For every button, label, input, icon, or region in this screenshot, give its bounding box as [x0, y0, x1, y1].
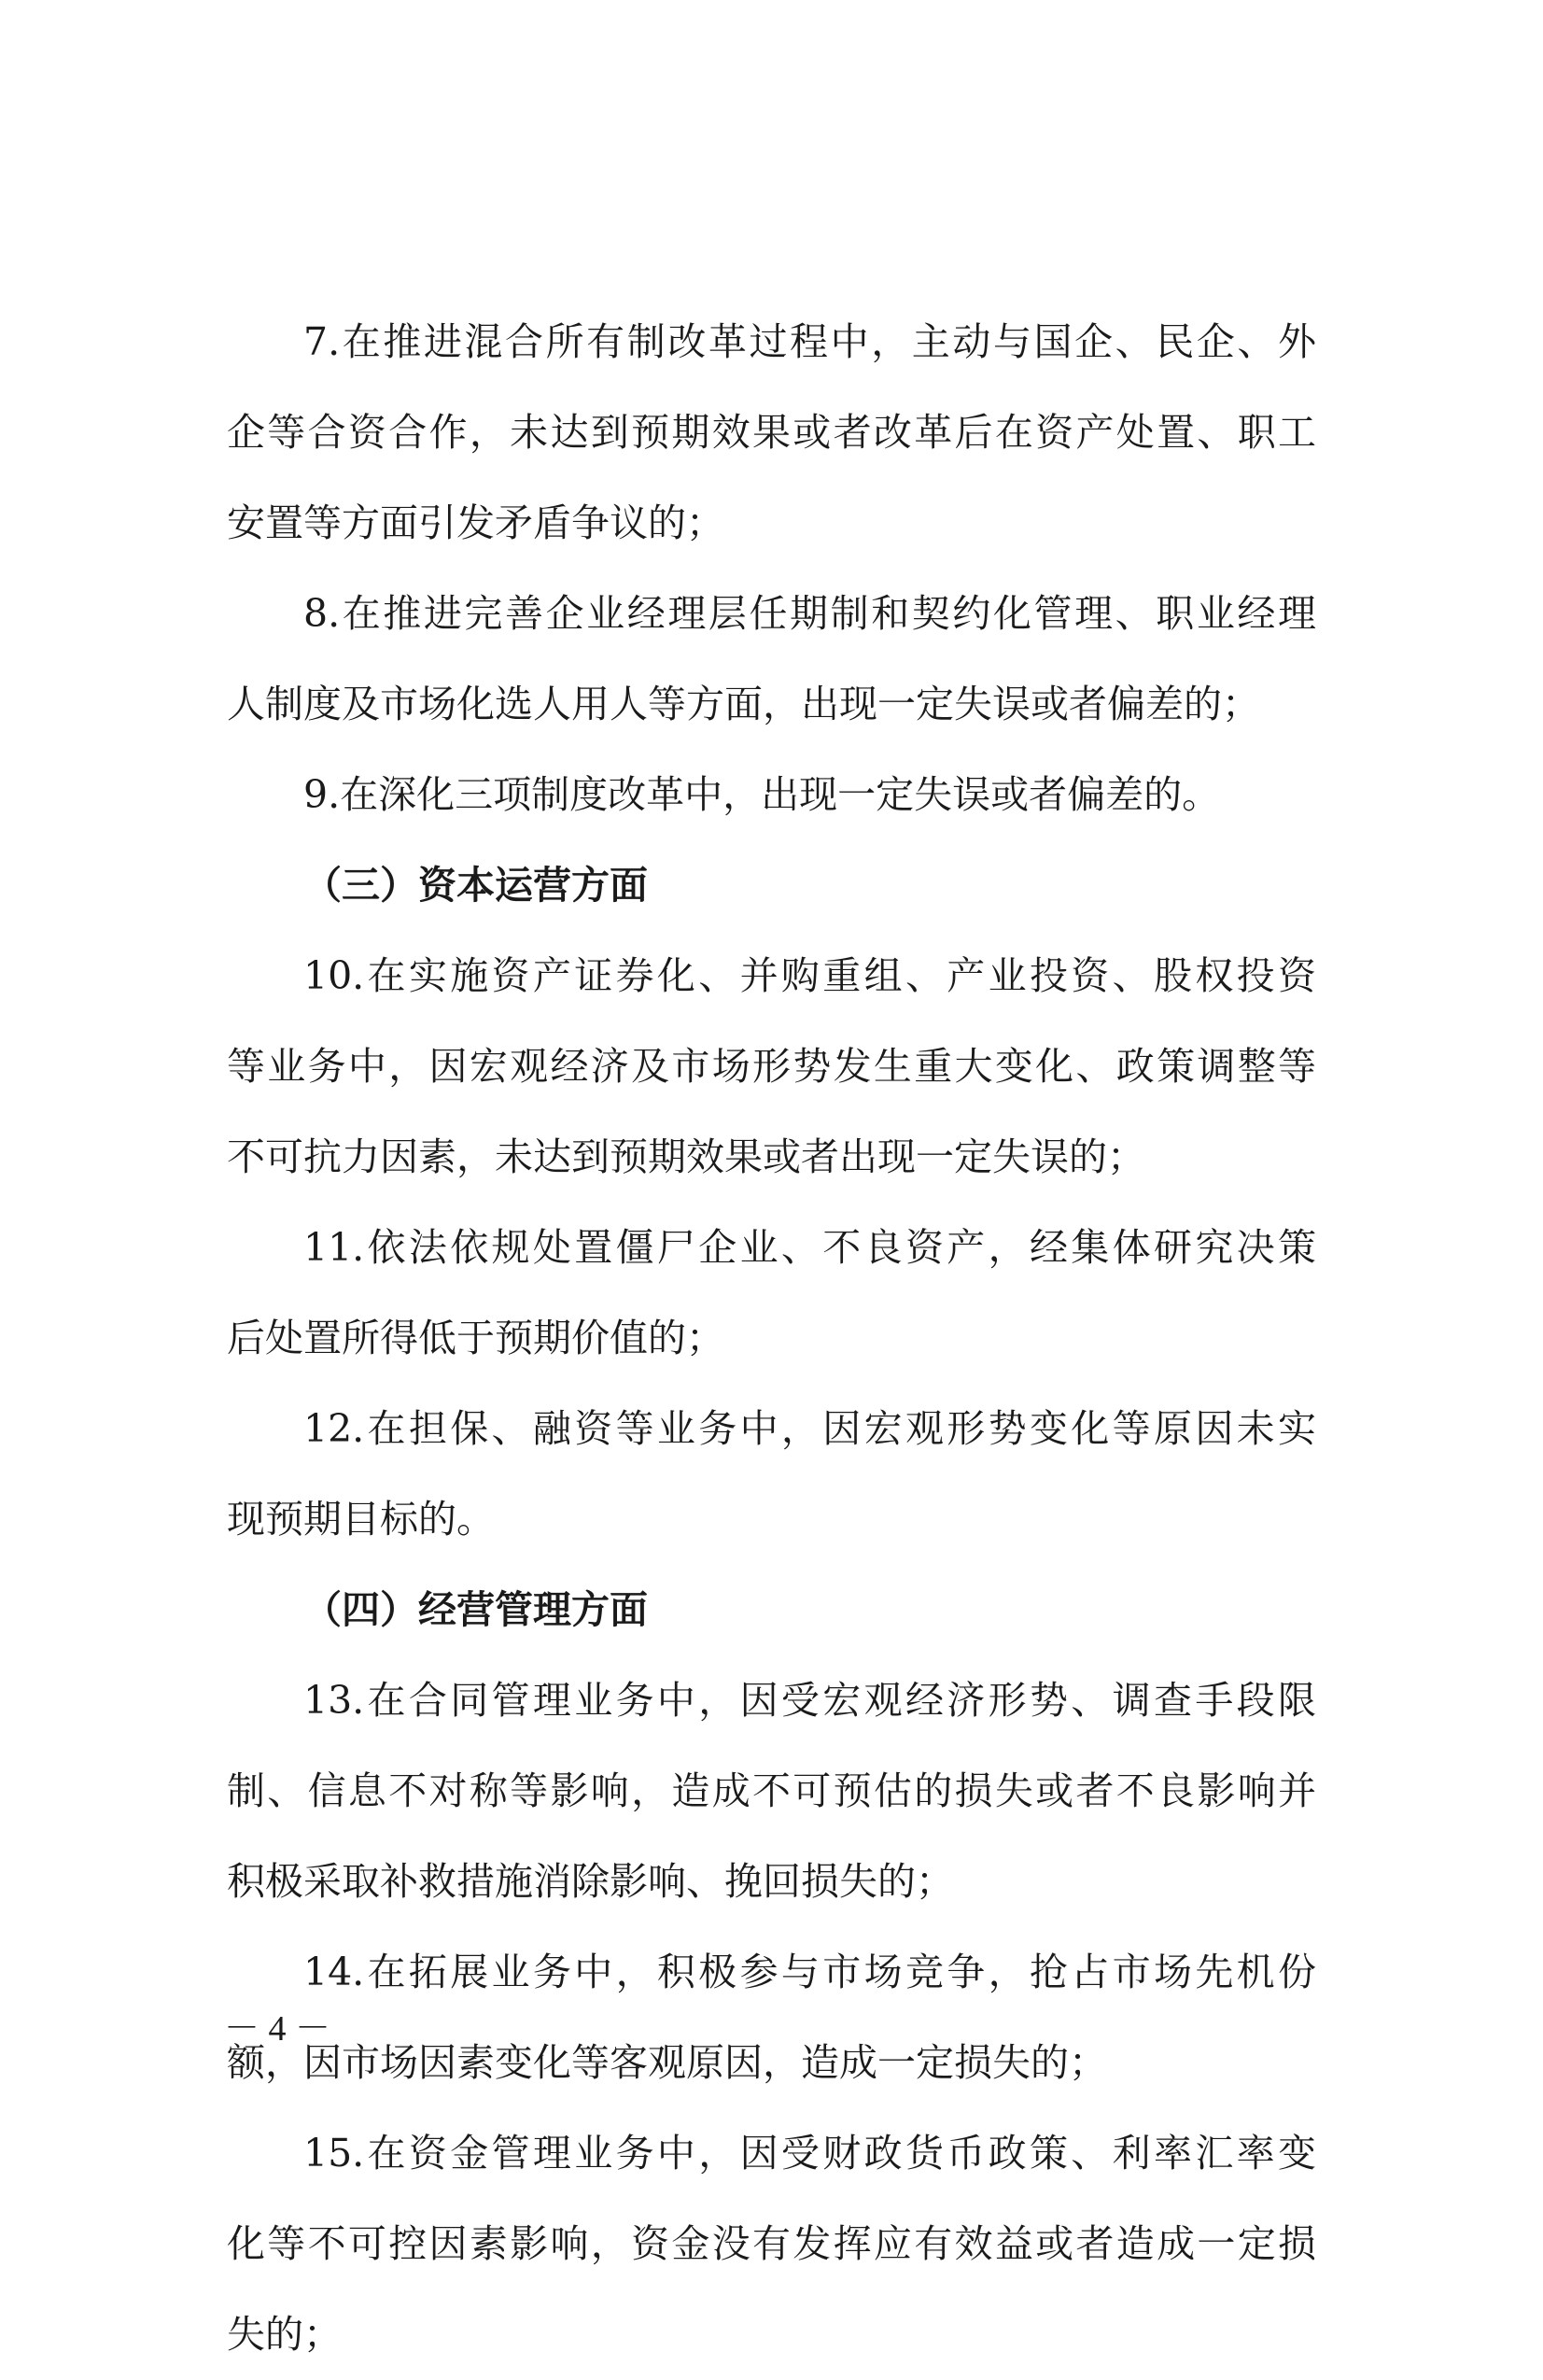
document-body [227, 297, 1316, 2380]
paragraph-item-13 [227, 1655, 1316, 1927]
paragraph-line: 不可抗力因素，未达到预期效果或者出现一定失误的； [227, 1134, 1145, 1179]
paragraph-item-11 [227, 1203, 1316, 1384]
paragraph-item-7 [227, 297, 1316, 569]
paragraph-line: 制、信息不对称等影响，造成不可预估的损失或者不良影响并 [227, 1768, 1316, 1813]
paragraph-line: 9.在深化三项制度改革中，出现一定失误或者偏差的。 [303, 772, 1221, 817]
paragraph-line: 额，因市场因素变化等客观原因，造成一定损失的； [227, 2040, 1107, 2085]
paragraph-item-8 [227, 569, 1316, 750]
paragraph-line: 化等不可控因素影响，资金没有发挥应有效益或者造成一定损 [227, 2221, 1316, 2266]
section-heading-capital-operation: （三）资本运营方面 [303, 863, 648, 908]
section-heading-business-management: （四）经营管理方面 [303, 1587, 648, 1632]
paragraph-item-15 [227, 2108, 1316, 2380]
paragraph-item-14 [227, 1927, 1316, 2108]
paragraph-line: 人制度及市场化选人用人等方面，出现一定失误或者偏差的； [227, 682, 1260, 726]
paragraph-line: 现预期目标的。 [227, 1497, 495, 1542]
paragraph-item-9 [227, 750, 1316, 840]
paragraph-line: 12.在担保、融资等业务中，因宏观形势变化等原因未实 [303, 1406, 1316, 1451]
paragraph-line: 7.在推进混合所有制改革过程中，主动与国企、民企、外 [303, 319, 1316, 364]
paragraph-line: 积极采取补救措施消除影响、挽回损失的； [227, 1859, 954, 1904]
paragraph-line: 8.在推进完善企业经理层任期制和契约化管理、职业经理 [303, 591, 1316, 636]
paragraph-line: 13.在合同管理业务中，因受宏观经济形势、调查手段限 [303, 1678, 1316, 1723]
paragraph-line: 企等合资合作，未达到预期效果或者改革后在资产处置、职工 [227, 410, 1316, 455]
page-number: － 4 － [224, 2009, 331, 2049]
paragraph-line: 等业务中，因宏观经济及市场形势发生重大变化、政策调整等 [227, 1044, 1316, 1089]
paragraph-line: 后处置所得低于预期价值的； [227, 1316, 724, 1360]
paragraph-line: 14.在拓展业务中，积极参与市场竞争，抢占市场先机份 [303, 1950, 1316, 1994]
paragraph-line: 15.在资金管理业务中，因受财政货币政策、利率汇率变 [303, 2131, 1316, 2176]
paragraph-item-12 [227, 1384, 1316, 1565]
paragraph-item-10 [227, 931, 1316, 1203]
paragraph-line: 失的； [227, 2312, 342, 2357]
paragraph-line: 安置等方面引发矛盾争议的； [227, 500, 724, 545]
paragraph-line: 10.在实施资产证券化、并购重组、产业投资、股权投资 [303, 953, 1316, 998]
paragraph-line: 11.依法依规处置僵尸企业、不良资产，经集体研究决策 [303, 1225, 1316, 1270]
